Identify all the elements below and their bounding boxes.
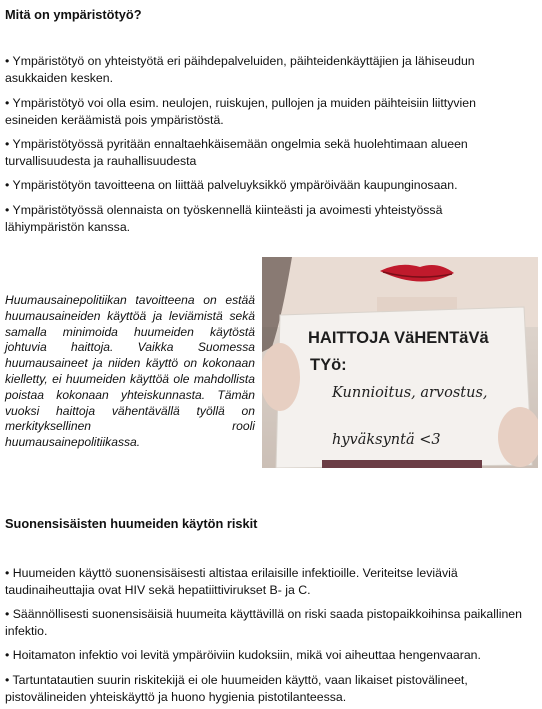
sign-handwritten-line: Kunnioitus, arvostus, <box>332 385 488 401</box>
bullet-item: • Ympäristötyön tavoitteena on liittää palveluyksikkö ympäröivään kaupunginosaan. <box>5 178 458 192</box>
bullet-item: • Tartuntatautien suurin riskitekijä ei ole huumeiden käyttö, vaan likaiset pistovälineet, pistovälineiden yhteiskäyttö ja huono hygienia pistotilanteessa. <box>5 673 468 704</box>
bullet-item: • Huumeiden käyttö suonensisäisesti altistaa erilaisille infektioille. Veriteitse leviäviä taudinaiheuttajia ovat HIV sekä hepatiittivirukset B- ja C. <box>5 566 458 597</box>
section-heading-injection-risks: Suonensisäisten huumeiden käytön riskit <box>5 516 258 531</box>
bullet-item: • Hoitamaton infektio voi levitä ympäröiviin kudoksiin, mikä voi aiheuttaa hengenvaaran. <box>5 648 481 662</box>
photo-woman-holding-sign <box>262 257 538 468</box>
sign-text-line: HAITTOJA VäHENTäVä <box>308 329 489 347</box>
bullet-item: • Ympäristötyö voi olla esim. neulojen, ruiskujen, pullojen ja muiden päihteisiin liittyvien esineiden keräämistä pois ympäristöstä. <box>5 96 476 127</box>
italic-policy-paragraph: Huumausainepolitiikan tavoitteena on estää huumausaineiden käyttöä ja leviämistä sekä samalla minimoida huumeiden käytöstä johtuvia haittoja. Vaikka Suomessa huumausaineet ja niiden käyttö on kokonaan kielletty, ei huumeiden käyttöä ole mahdollista poistaa kokonaan yhteiskunnasta. Tämän vuoksi haittoja vähentävällä työllä on merkityksellinen rooli huumausainepolitiikassa. <box>5 293 255 450</box>
bullet-item: • Ympäristötyössä pyritään ennaltaehkäisemään ongelmia sekä huolehtimaan alueen turvallisuudesta ja rauhallisuudesta <box>5 137 468 168</box>
section-heading-environment-work: Mitä on ympäristötyö? <box>5 7 142 22</box>
bullet-item: • Ympäristötyössä olennaista on työskennellä kiinteästi ja avoimesti yhteistyössä lähiympäristön kanssa. <box>5 203 443 234</box>
sign-handwritten-line: hyväksyntä <3 <box>332 432 441 448</box>
bullet-item: • Säännöllisesti suonensisäisiä huumeita käyttävillä on riski saada pistopaikkoihinsa paikallinen infektio. <box>5 607 522 638</box>
sign-text-line: TYö: <box>310 356 347 374</box>
bullet-item: • Ympäristötyö on yhteistyötä eri päihdepalveluiden, päihteidenkäyttäjien ja lähiseudun asukkaiden kesken. <box>5 54 475 85</box>
